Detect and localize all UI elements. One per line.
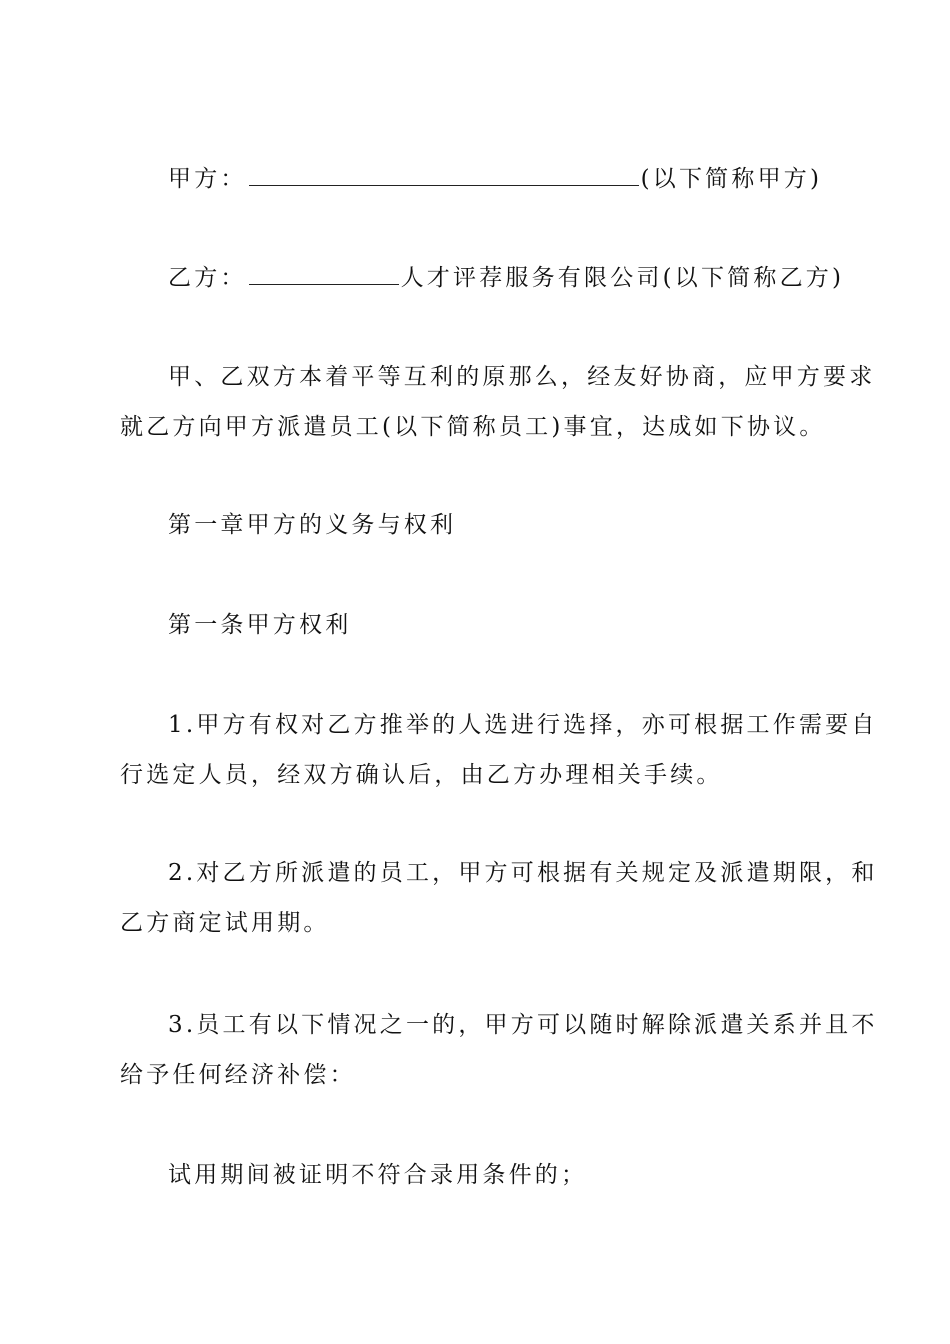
party-b-label: 乙方： [168, 265, 247, 291]
clause-1-line-1: 1.甲方有权对乙方推举的人选进行选择，亦可根据工作需要自 [168, 712, 878, 738]
party-b-blank [249, 262, 399, 285]
party-a-blank [249, 163, 639, 186]
condition-1: 试用期间被证明不符合录用条件的； [168, 1162, 588, 1188]
intro-line-2: 就乙方向甲方派遣员工(以下简称员工)事宜，达成如下协议。 [120, 414, 826, 440]
party-a-label: 甲方： [168, 166, 247, 192]
clause-3-line-1: 3.员工有以下情况之一的，甲方可以随时解除派遣关系并且不 [168, 1012, 878, 1038]
party-b-line [168, 262, 844, 293]
clause-3-line-2: 给予任何经济补偿： [120, 1062, 356, 1088]
chapter-title: 第一章甲方的义务与权利 [168, 512, 457, 538]
party-a-line [168, 163, 822, 194]
party-a-suffix: (以下简称甲方) [640, 166, 823, 192]
clause-2-line-2: 乙方商定试用期。 [120, 910, 330, 936]
party-b-suffix: 人才评荐服务有限公司(以下简称乙方) [400, 265, 845, 291]
article-title: 第一条甲方权利 [168, 612, 352, 638]
intro-line-1: 甲、乙双方本着平等互利的原那么，经友好协商，应甲方要求 [168, 364, 876, 390]
clause-2-line-1: 2.对乙方所派遣的员工，甲方可根据有关规定及派遣期限，和 [168, 860, 878, 886]
clause-1-line-2: 行选定人员，经双方确认后，由乙方办理相关手续。 [120, 762, 723, 788]
